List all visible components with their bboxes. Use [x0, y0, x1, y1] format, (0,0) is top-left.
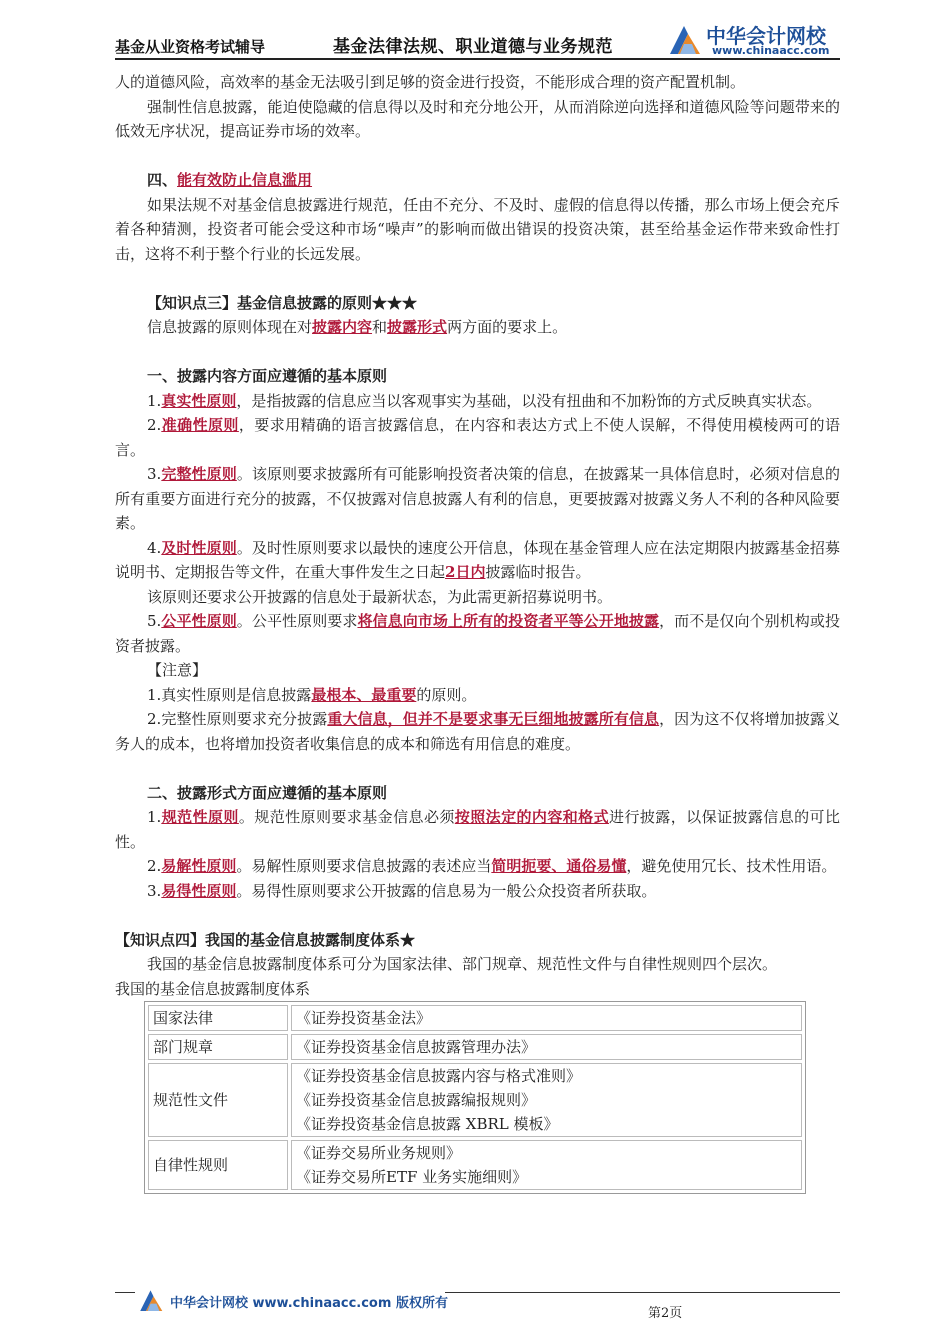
table-cell-level: 自律性规则	[148, 1140, 288, 1190]
highlight-term: 重大信息，但并不是要求事无巨细地披露所有信息	[327, 710, 660, 728]
principle-name: 完整性原则	[161, 465, 237, 483]
table-row	[148, 1063, 802, 1137]
document-name: 《证券投资基金法》	[296, 1009, 432, 1027]
list-item: 1.规范性原则。规范性原则要求基金信息必须按照法定的内容和格式进行披露，以保证披露信息的可比性。	[115, 808, 840, 851]
paragraph: 我国的基金信息披露制度体系可分为国家法律、部门规章、规范性文件与自律性规则四个层次。	[147, 955, 778, 973]
table-cell-documents	[291, 1063, 802, 1137]
table-cell-documents	[291, 1034, 802, 1060]
header-rule	[115, 58, 840, 60]
paragraph: 人的道德风险，高效率的基金无法吸引到足够的资金进行投资，不能形成合理的资产配置机制。	[115, 73, 746, 91]
note-item: 1.真实性原则是信息披露最根本、最重要的原则。	[147, 685, 477, 704]
note-item: 2.完整性原则要求充分披露重大信息，但并不是要求事无巨细地披露所有信息，因为这不仅将增加披露义务人的成本，也将增加投资者收集信息的成本和筛选有用信息的难度。	[115, 710, 840, 753]
note-title: 【注意】	[147, 661, 208, 679]
header-logo[interactable]	[666, 20, 841, 58]
list-item: 3.完整性原则。该原则要求披露所有可能影响投资者决策的信息，在披露某一具体信息时，必须对信息的所有重要方面进行充分的披露，不仅披露对信息披露人有利的信息，更要披露对披露义务人不利的各种风险要素。	[115, 465, 840, 532]
highlight-term: 按照法定的内容和格式	[454, 808, 610, 826]
page-content	[115, 70, 840, 1194]
highlight-term: 披露形式	[387, 318, 448, 336]
section-heading: 二、披露形式方面应遵循的基本原则	[147, 783, 388, 802]
table-cell-level: 规范性文件	[148, 1063, 288, 1137]
logo-url: www.chinaacc.com	[712, 44, 830, 57]
section-number: 四、	[147, 171, 178, 189]
table-cell-level: 国家法律	[148, 1005, 288, 1031]
page-number: 第2页	[648, 1306, 683, 1321]
highlight-term: 披露内容	[312, 318, 373, 336]
paragraph: 该原则还要求公开披露的信息处于最新状态，为此需更新招募说明书。	[147, 587, 613, 606]
paragraph: 如果法规不对基金信息披露进行规范，任由不充分、不及时、虚假的信息得以传播，那么市场上便会充斥着各种猜测，投资者可能会受这种市场“噪声”的影响而做出错误的投资决策，甚至给基金运作带来致命性打击，这将不利于整个行业的长远发展。	[115, 195, 840, 263]
highlight-term: 将信息向市场上所有的投资者平等公开地披露	[357, 612, 660, 630]
list-item: 4.及时性原则。及时性原则要求以最快的速度公开信息，体现在基金管理人应在法定期限内披露基金招募说明书、定期报告等文件，在重大事件发生之日起2日内披露临时报告。	[115, 538, 840, 581]
paragraph: 信息披露的原则体现在对披露内容和披露形式两方面的要求上。	[147, 318, 568, 336]
table-cell-documents	[291, 1140, 802, 1190]
section-heading: 一、披露内容方面应遵循的基本原则	[147, 367, 388, 385]
knowledge-point-4-title: 【知识点四】我国的基金信息披露制度体系★	[115, 930, 416, 949]
footer-logo-icon	[137, 1286, 167, 1314]
highlight-term: 最根本、最重要	[311, 685, 417, 704]
principle-name: 公平性原则	[161, 612, 237, 630]
table-cell-documents	[291, 1005, 802, 1031]
document-name: 《证券投资基金信息披露内容与格式准则》	[296, 1067, 582, 1085]
document-name: 《证券投资基金信息披露编报规则》	[296, 1091, 537, 1109]
principle-name: 易得性原则	[161, 881, 237, 900]
paragraph: 强制性信息披露，能迫使隐藏的信息得以及时和充分地公开，从而消除逆向选择和道德风险等问题带来的低效无序状况，提高证券市场的效率。	[115, 97, 840, 140]
table-row	[148, 1034, 802, 1060]
document-name: 《证券投资基金信息披露 XBRL 模板》	[296, 1115, 559, 1133]
list-item: 1.真实性原则，是指披露的信息应当以客观事实为基础，以没有扭曲和不加粉饰的方式反映真实状态。	[147, 391, 822, 410]
list-item: 2.易解性原则。易解性原则要求信息披露的表述应当简明扼要、通俗易懂，避免使用冗长、技术性用语。	[147, 857, 837, 875]
section-heading-4	[115, 168, 840, 193]
document-name: 《证券交易所业务规则》	[296, 1144, 462, 1162]
disclosure-system-table	[144, 1001, 806, 1194]
table-caption: 我国的基金信息披露制度体系	[115, 979, 311, 998]
principle-name: 规范性原则	[161, 808, 239, 826]
logo-mark-icon	[666, 20, 706, 58]
highlight-term: 2日内	[445, 563, 486, 581]
logo-title: 中华会计网校	[706, 24, 826, 48]
list-item: 3.易得性原则。易得性原则要求公开披露的信息易为一般公众投资者所获取。	[147, 881, 657, 900]
footer-rule-left	[115, 1292, 135, 1293]
table-row	[148, 1140, 802, 1190]
list-item: 5.公平性原则。公平性原则要求将信息向市场上所有的投资者平等公开地披露，而不是仅向个别机构或投资者披露。	[115, 612, 840, 655]
knowledge-point-3-title: 【知识点三】基金信息披露的原则★★★	[147, 293, 418, 312]
principle-name: 真实性原则	[161, 391, 237, 410]
table-row	[148, 1005, 802, 1031]
header-exam-title: 基金从业资格考试辅导	[115, 38, 266, 56]
document-name: 《证券投资基金信息披露管理办法》	[296, 1038, 537, 1056]
table-cell-level: 部门规章	[148, 1034, 288, 1060]
header-subject-title: 基金法律法规、职业道德与业务规范	[333, 37, 613, 57]
principle-name: 准确性原则	[161, 416, 239, 434]
list-item: 2.准确性原则，要求用精确的语言披露信息，在内容和表达方式上不使人误解，不得使用模棱两可的语言。	[115, 416, 840, 459]
footer-copyright[interactable]: 中华会计网校 www.chinaacc.com 版权所有	[170, 1296, 448, 1311]
highlight-term: 简明扼要、通俗易懂	[491, 857, 627, 875]
principle-name: 易解性原则	[161, 857, 237, 875]
section-title-highlight: 能有效防止信息滥用	[177, 171, 313, 189]
principle-name: 及时性原则	[161, 538, 237, 557]
document-name: 《证券交易所ETF 业务实施细则》	[296, 1168, 528, 1186]
footer-rule-right	[445, 1292, 840, 1293]
